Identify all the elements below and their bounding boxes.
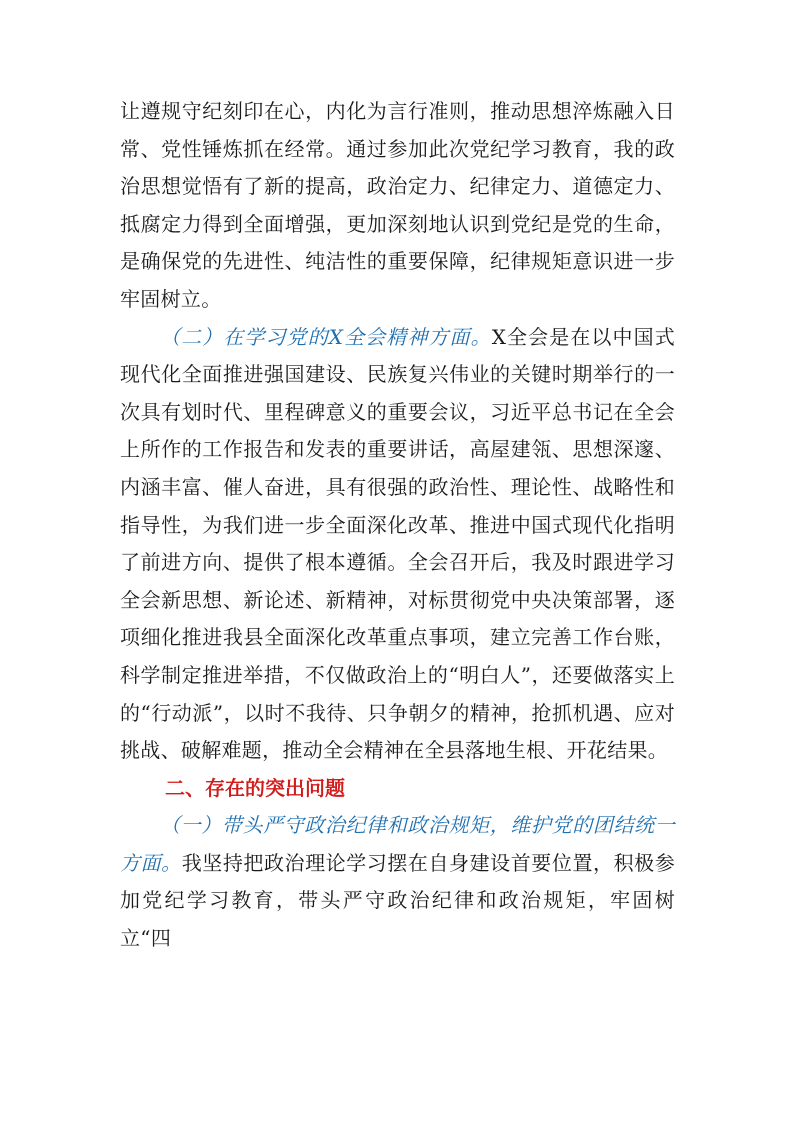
document-page [120,93,675,958]
sub-heading-discipline: （一）带头严守政治纪律和政治规矩，维护党的团结统一方面。 [120,813,675,875]
sub-heading-plenum: （二）在学习党的X全会精神方面。 [160,324,492,349]
paragraph-text: 我坚持把政治理论学习摆在自身建设首要位置，积极参加党纪学习教育，带头严守政治纪律和政治规矩，牢固树立“四 [120,850,675,951]
paragraph-text: X全会是在以中国式现代化全面推进强国建设、民族复兴伟业的关键时期举行的一次具有划时代、里程碑意义的重要会议，习近平总书记在全会上所作的工作报告和发表的重要讲话，高屋建瓴、思想深邃、内涵丰富、催人奋进，具有很强的政治性、理论性、战略性和指导性，为我们进一步全面深化改革、推进中国式现代化指明了前进方向、提供了根本遵循。全会召开后，我及时跟进学习全会新思想、新论述、新精神，对标贯彻党中央决策部署，逐项细化推进我县全面深化改革重点事项，建立完善工作台账，科学制定推进举措，不仅做政治上的“明白人”，还要做落实上的“行动派”，以时不我待、只争朝夕的精神，抢抓机遇、应对挑战、破解难题，推动全会精神在全县落地生根、开花结果。 [120,324,675,763]
section-heading-problems: 二、存在的突出问题 [165,775,345,800]
paragraph-text: 让遵规守纪刻印在心，内化为言行准则，推动思想淬炼融入日常、党性锤炼抓在经常。通过参加此次党纪学习教育，我的政治思想觉悟有了新的提高，政治定力、纪律定力、道德定力、抵腐定力得到全面增强，更加深刻地认识到党纪是党的生命，是确保党的先进性、纯洁性的重要保障，纪律规矩意识进一步牢固树立。 [120,99,675,311]
paragraph-plenum-study [120,319,675,770]
paragraph-political-discipline [120,807,675,957]
paragraph-continuation [120,93,675,319]
